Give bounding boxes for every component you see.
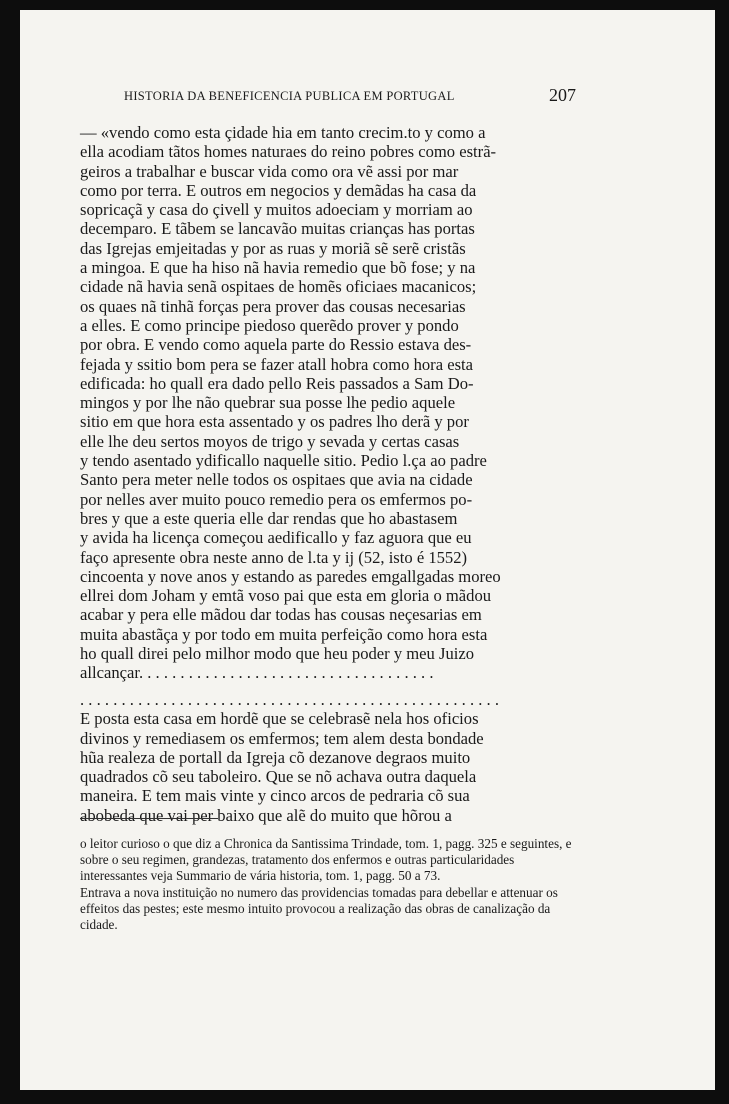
text-line: edificada: ho quall era dado pello Reis passados a Sam Do- xyxy=(80,373,474,393)
text-line: faço apresente obra neste anno de l.ta y ij (52, isto é 1552) xyxy=(80,547,468,567)
text-line: das Igrejas emjeitadas y por as ruas y moriã sẽ serẽ cristãs xyxy=(80,238,466,258)
footnotes xyxy=(80,836,576,933)
text-line: bres y que a este queria elle dar rendas que ho abastasem xyxy=(80,508,458,528)
footnote-paragraph: o leitor curioso o que diz a Chronica da Santissima Trindade, tom. 1, pagg. 325 e seguintes, e sobre o seu regimen, grandezas, tratamento dos enfermos e outras particularidades interessantes veja Summario de vária historia, tom. 1, pagg. 50 a 73. xyxy=(80,836,572,884)
text-line: E posta esta casa em hordẽ que se celebrasẽ nela hos oficios xyxy=(80,709,479,729)
text-line: divinos y remediasem os emfermos; tem alem desta bondade xyxy=(80,728,484,748)
text-line: como por terra. E outros em negocios y demãdas ha casa da xyxy=(80,180,477,200)
text-line: — «vendo como esta çidade hia em tanto crecim.to y como a xyxy=(80,123,486,142)
text-line: por obra. E vendo como aquela parte do Ressio estava des- xyxy=(80,335,472,355)
text-line: maneira. E tem mais vinte y cinco arcos de pedraria cõ sua xyxy=(80,786,470,806)
text-line: sopricaçã y casa do çivell y muitos adoeciam y morriam ao xyxy=(80,200,473,220)
text-line: decemparo. E tãbem se lancavão muitas crianças has portas xyxy=(80,219,475,239)
text-line: ellrei dom Joham y emtã voso pai que esta em gloria o mãdou xyxy=(80,586,492,606)
text-line: abobeda que vai per baixo que alẽ do muito que hõrou a xyxy=(80,805,452,825)
footnote-rule xyxy=(80,818,218,819)
running-header xyxy=(124,86,576,108)
footnote-paragraph: Entrava a nova instituição no numero das providencias tomadas para debellar e attenuar os effeitos das pestes; este mesmo intuito provocou a realização das obras de canalização da cidade. xyxy=(80,884,558,933)
text-line: hũa realeza de portall da Igreja cõ dezanove degraos muito xyxy=(80,747,471,767)
header-title: HISTORIA DA BENEFICENCIA PUBLICA EM PORTUGAL xyxy=(124,89,455,103)
text-line: elle lhe deu sertos moyos de trigo y sevada y certas casas xyxy=(80,431,460,451)
text-line: fejada y ssitio bom pera se fazer atall hobra como hora esta xyxy=(80,354,474,374)
ellipsis-line: . . . . . . . . . . . . . . . . . . . . . . . . . . . . . . . . . . . . . . . . . . . . . . . . . . . xyxy=(80,689,499,709)
text-line: y tendo asentado ydificallo naquelle sitio. Pedio l.ça ao padre xyxy=(80,451,487,471)
text-line: geiros a trabalhar e buscar vida como ora vẽ assi por mar xyxy=(80,161,459,181)
text-line: muita abastãça y por todo em muita perfeição como hora esta xyxy=(80,624,488,644)
text-line: cidade nã havia senã ospitaes de homẽs oficiaes macanicos; xyxy=(80,277,477,297)
text-line: os quaes nã tinhã forças pera prover das cousas necesarias xyxy=(80,296,466,316)
text-line: ho quall direi pelo milhor modo que heu poder y meu Juizo xyxy=(80,644,475,664)
text-line: a elles. E como principe piedoso querẽdo prover y pondo xyxy=(80,315,459,335)
text-line: sitio em que hora esta assentado y os padres lho derã y por xyxy=(80,412,469,432)
text-line: allcançar. . . . . . . . . . . . . . . . . . . . . . . . . . . . . . . . . . . . xyxy=(80,663,434,683)
text-line: Santo pera meter nelle todos os ospitaes que avia na cidade xyxy=(80,470,473,490)
text-line: a mingoa. E que ha hiso nã havia remedio que bõ fose; y na xyxy=(80,258,476,278)
text-line: acabar y pera elle mãdou dar todas has cousas neçesarias em xyxy=(80,605,482,625)
text-line: cincoenta y nove anos y estando as paredes emgallgadas moreo xyxy=(80,566,501,586)
text-line: ella acodiam tãtos homes naturaes do reino pobres como estrã- xyxy=(80,142,497,162)
text-line: mingos y por lhe não quebrar sua posse lhe pedio aquele xyxy=(80,393,456,413)
text-line: por nelles aver muito pouco remedio pera os emfermos po- xyxy=(80,489,473,509)
text-line: y avida ha licença começou aedificallo y faz aguora que eu xyxy=(80,528,472,548)
page-number: 207 xyxy=(549,85,576,105)
body-text xyxy=(80,123,576,825)
text-line: quadrados cõ seu taboleiro. Que se nõ achava outra daquela xyxy=(80,767,477,787)
